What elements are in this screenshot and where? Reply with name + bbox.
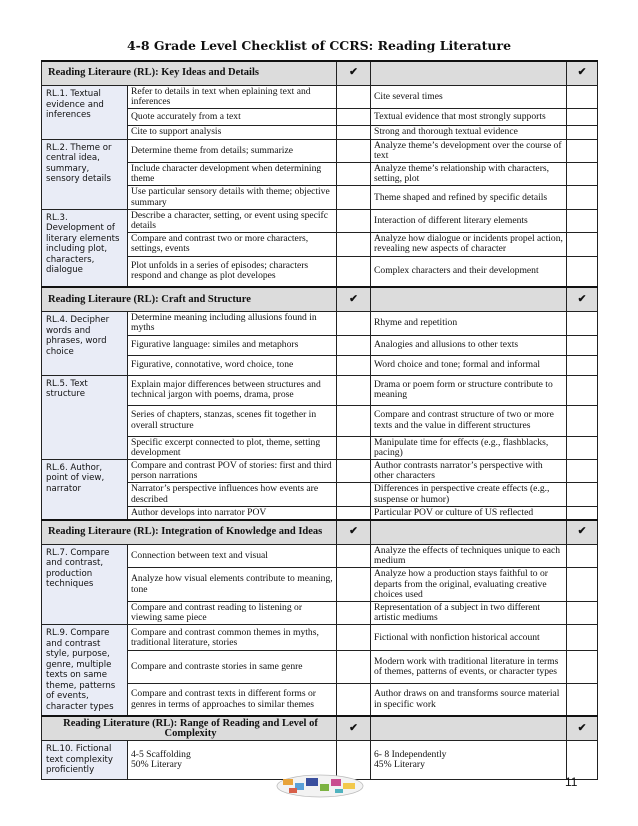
grade-4-5-skill: Figurative, connotative, word choice, tone <box>128 355 337 375</box>
check-cell-grade-6-8[interactable] <box>567 186 598 209</box>
check-mark-icon: ✔ <box>567 520 598 545</box>
grade-4-5-skill: Include character development when determining theme <box>128 163 337 186</box>
check-mark-icon: ✔ <box>337 287 371 312</box>
check-mark-icon: ✔ <box>567 61 598 86</box>
grade-4-5-skill: Compare and contrast POV of stories: first and third person narrations <box>128 459 337 482</box>
check-cell-grade-6-8[interactable] <box>567 459 598 482</box>
check-cell-grade-6-8[interactable] <box>567 335 598 355</box>
check-cell-grade-4-5[interactable] <box>337 186 371 209</box>
check-cell-grade-6-8[interactable] <box>567 86 598 109</box>
grade-6-8-skill: Analyze how dialogue or incidents propel action, revealing new aspects of character <box>371 233 567 256</box>
table-row <box>42 209 598 232</box>
check-cell-grade-4-5[interactable] <box>337 651 371 684</box>
table-row <box>42 139 598 162</box>
check-cell-grade-6-8[interactable] <box>567 436 598 459</box>
section-header-title: Reading Literaure (RL): Craft and Structure <box>42 287 337 312</box>
check-cell-grade-6-8[interactable] <box>567 209 598 232</box>
check-cell-grade-4-5[interactable] <box>337 405 371 436</box>
standard-label: RL.10. Fictional text complexity proficiently <box>42 741 128 780</box>
grade-6-8-skill: Representation of a subject in two different artistic mediums <box>371 601 567 624</box>
header-blank-cell <box>371 61 567 86</box>
grade-4-5-skill: Determine meaning including allusions found in myths <box>128 312 337 335</box>
checklist-table <box>41 60 598 780</box>
check-cell-grade-6-8[interactable] <box>567 233 598 256</box>
check-cell-grade-6-8[interactable] <box>567 506 598 520</box>
check-cell-grade-4-5[interactable] <box>337 86 371 109</box>
grade-4-5-skill: Quote accurately from a text <box>128 109 337 126</box>
check-cell-grade-6-8[interactable] <box>567 741 598 780</box>
standard-label: RL.4. Decipher words and phrases, word choice <box>42 312 128 375</box>
grade-6-8-skill: Analyze how a production stays faithful to or departs from the original, evaluating creative choices used <box>371 568 567 602</box>
grade-6-8-skill: Rhyme and repetition <box>371 312 567 335</box>
grade-6-8-skill: Particular POV or culture of US reflected <box>371 506 567 520</box>
grade-4-5-skill: Refer to details in text when eplaining text and inferences <box>128 86 337 109</box>
table-row <box>42 459 598 482</box>
grade-6-8-skill: Fictional with nonfiction historical account <box>371 625 567 651</box>
check-cell-grade-4-5[interactable] <box>337 625 371 651</box>
grade-6-8-skill: Word choice and tone; formal and informal <box>371 355 567 375</box>
grade-4-5-skill: Compare and contrast common themes in myths, traditional literature, stories <box>128 625 337 651</box>
check-cell-grade-6-8[interactable] <box>567 126 598 139</box>
check-cell-grade-6-8[interactable] <box>567 256 598 287</box>
grade-6-8-skill: Theme shaped and refined by specific details <box>371 186 567 209</box>
check-mark-icon: ✔ <box>337 61 371 86</box>
check-cell-grade-4-5[interactable] <box>337 256 371 287</box>
table-row <box>42 625 598 651</box>
grade-4-5-skill: Specific excerpt connected to plot, theme, setting development <box>128 436 337 459</box>
check-mark-icon: ✔ <box>337 716 371 741</box>
grade-6-8-skill: 6- 8 Independently 45% Literary <box>371 741 567 780</box>
check-cell-grade-6-8[interactable] <box>567 355 598 375</box>
check-cell-grade-6-8[interactable] <box>567 375 598 405</box>
section-header <box>42 520 598 545</box>
grade-4-5-skill: Explain major differences between structures and technical jargon with poems, drama, prose <box>128 375 337 405</box>
table-row <box>42 544 598 567</box>
check-cell-grade-4-5[interactable] <box>337 335 371 355</box>
grade-6-8-skill: Analyze theme’s relationship with characters, setting, plot <box>371 163 567 186</box>
grade-4-5-skill: Analyze how visual elements contribute to meaning, tone <box>128 568 337 602</box>
check-cell-grade-6-8[interactable] <box>567 683 598 716</box>
grade-6-8-skill: Cite several times <box>371 86 567 109</box>
grade-4-5-skill: Compare and contrast two or more characters, settings, events <box>128 233 337 256</box>
grade-6-8-skill: Interaction of different literary elements <box>371 209 567 232</box>
grade-4-5-skill: Determine theme from details; summarize <box>128 139 337 162</box>
check-mark-icon: ✔ <box>567 287 598 312</box>
check-cell-grade-4-5[interactable] <box>337 375 371 405</box>
grade-6-8-skill: Analyze the effects of techniques unique to each medium <box>371 544 567 567</box>
standard-label: RL.7. Compare and contrast, production techniques <box>42 544 128 624</box>
header-blank-cell <box>371 716 567 741</box>
grade-6-8-skill: Differences in perspective create effects (e.g., suspense or humor) <box>371 483 567 506</box>
grade-4-5-skill: Series of chapters, stanzas, scenes fit together in overall structure <box>128 405 337 436</box>
section-header-title: Reading Literature (RL): Range of Reading and Level of Complexity <box>42 716 337 741</box>
grade-4-5-skill: Narrator’s perspective influences how events are described <box>128 483 337 506</box>
grade-6-8-skill: Manipulate time for effects (e.g., flashblacks, pacing) <box>371 436 567 459</box>
page-title: 4-8 Grade Level Checklist of CCRS: Reading Literature <box>126 38 512 53</box>
grade-4-5-skill: Use particular sensory details with theme; objective summary <box>128 186 337 209</box>
grade-4-5-skill: Plot unfolds in a series of episodes; characters respond and change as plot developes <box>128 256 337 287</box>
check-cell-grade-4-5[interactable] <box>337 109 371 126</box>
check-cell-grade-4-5[interactable] <box>337 139 371 162</box>
grade-6-8-skill: Analyze theme’s development over the course of text <box>371 139 567 162</box>
standard-label: RL.2. Theme or central idea, summary, sensory details <box>42 139 128 209</box>
grade-6-8-skill: Drama or poem form or structure contribute to meaning <box>371 375 567 405</box>
check-cell-grade-6-8[interactable] <box>567 312 598 335</box>
header-blank-cell <box>371 287 567 312</box>
standard-label: RL.1. Textual evidence and inferences <box>42 86 128 140</box>
standard-label: RL.6. Author, point of view, narrator <box>42 459 128 520</box>
grade-4-5-skill: Connection between text and visual <box>128 544 337 567</box>
check-mark-icon: ✔ <box>337 520 371 545</box>
check-cell-grade-4-5[interactable] <box>337 544 371 567</box>
check-cell-grade-4-5[interactable] <box>337 601 371 624</box>
grade-6-8-skill: Modern work with traditional literature in terms of themes, patterns of events, or character types <box>371 651 567 684</box>
section-header <box>42 716 598 741</box>
check-cell-grade-4-5[interactable] <box>337 683 371 716</box>
grade-6-8-skill: Author contrasts narrator’s perspective with other characters <box>371 459 567 482</box>
grade-6-8-skill: Author draws on and transforms source material in specific work <box>371 683 567 716</box>
grade-6-8-skill: Analogies and allusions to other texts <box>371 335 567 355</box>
check-cell-grade-6-8[interactable] <box>567 601 598 624</box>
grade-4-5-skill: Compare and contrast texts in different forms or genres in terms of approaches to similar themes <box>128 683 337 716</box>
check-mark-icon: ✔ <box>567 716 598 741</box>
section-header-title: Reading Literaure (RL): Key Ideas and Details <box>42 61 337 86</box>
check-cell-grade-6-8[interactable] <box>567 568 598 602</box>
check-cell-grade-6-8[interactable] <box>567 625 598 651</box>
check-cell-grade-6-8[interactable] <box>567 544 598 567</box>
check-cell-grade-4-5[interactable] <box>337 483 371 506</box>
grade-6-8-skill: Strong and thorough textual evidence <box>371 126 567 139</box>
grade-4-5-skill: Author develops into narrator POV <box>128 506 337 520</box>
grade-6-8-skill: Complex characters and their development <box>371 256 567 287</box>
check-cell-grade-6-8[interactable] <box>567 651 598 684</box>
header-blank-cell <box>371 520 567 545</box>
standard-label: RL.9. Compare and contrast style, purpose, genre, multiple texts on same theme, patterns of events, character types <box>42 625 128 717</box>
table-row <box>42 312 598 335</box>
grade-6-8-skill: Textual evidence that most strongly supports <box>371 109 567 126</box>
standard-label: RL.3. Development of literary elements including plot, characters, dialogue <box>42 209 128 287</box>
check-cell-grade-6-8[interactable] <box>567 139 598 162</box>
section-header <box>42 287 598 312</box>
check-cell-grade-4-5[interactable] <box>337 459 371 482</box>
grade-4-5-skill: 4-5 Scaffolding 50% Literary <box>128 741 337 780</box>
footer-logo-icon <box>275 774 365 798</box>
check-cell-grade-4-5[interactable] <box>337 126 371 139</box>
check-cell-grade-6-8[interactable] <box>567 405 598 436</box>
check-cell-grade-4-5[interactable] <box>337 355 371 375</box>
grade-4-5-skill: Cite to support analysis <box>128 126 337 139</box>
check-cell-grade-6-8[interactable] <box>567 483 598 506</box>
grade-4-5-skill: Compare and contrast reading to listening or viewing same piece <box>128 601 337 624</box>
section-header <box>42 61 598 86</box>
standard-label: RL.5. Text structure <box>42 375 128 459</box>
check-cell-grade-4-5[interactable] <box>337 312 371 335</box>
check-cell-grade-4-5[interactable] <box>337 233 371 256</box>
page-number: 11 <box>565 775 578 789</box>
section-header-title: Reading Literaure (RL): Integration of Knowledge and Ideas <box>42 520 337 545</box>
check-cell-grade-6-8[interactable] <box>567 109 598 126</box>
table-row <box>42 86 598 109</box>
grade-4-5-skill: Compare and contraste stories in same genre <box>128 651 337 684</box>
table-row <box>42 375 598 405</box>
check-cell-grade-4-5[interactable] <box>337 568 371 602</box>
check-cell-grade-4-5[interactable] <box>337 506 371 520</box>
check-cell-grade-4-5[interactable] <box>337 163 371 186</box>
grade-4-5-skill: Describe a character, setting, or event using specifc details <box>128 209 337 232</box>
check-cell-grade-6-8[interactable] <box>567 163 598 186</box>
check-cell-grade-4-5[interactable] <box>337 436 371 459</box>
grade-4-5-skill: Figurative language: similes and metaphors <box>128 335 337 355</box>
check-cell-grade-4-5[interactable] <box>337 209 371 232</box>
grade-6-8-skill: Compare and contrast structure of two or more texts and the value in different structures <box>371 405 567 436</box>
